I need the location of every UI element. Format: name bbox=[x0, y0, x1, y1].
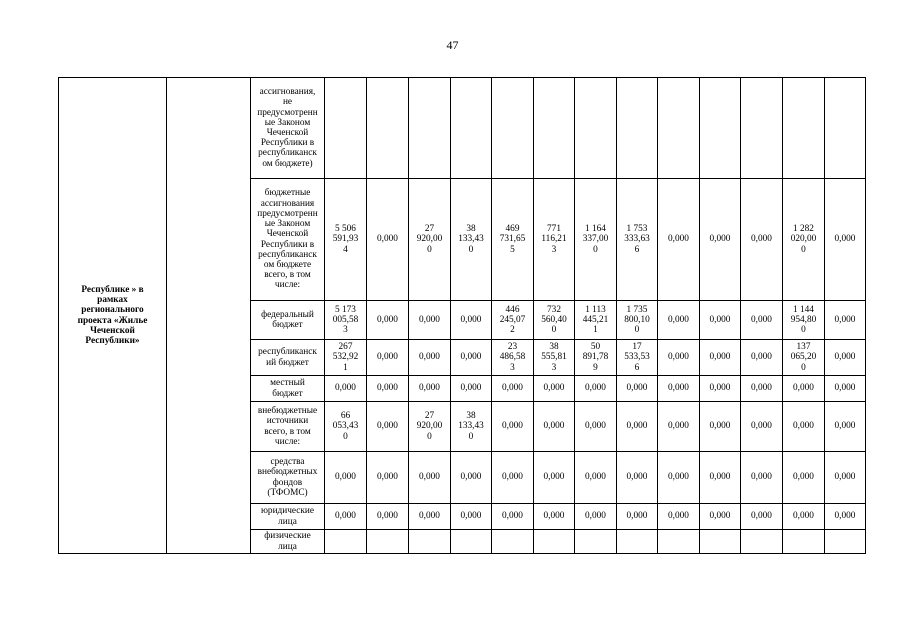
cell-line: 732 bbox=[547, 304, 561, 315]
cell-line: 5 506 bbox=[335, 224, 356, 235]
value-cell: 0,000 bbox=[451, 340, 492, 376]
value-cell: 0,000 bbox=[617, 402, 658, 452]
funding-source-cell bbox=[251, 504, 325, 530]
cell-line: бюджетные bbox=[264, 188, 311, 199]
value-cell: 0,000 bbox=[700, 504, 741, 530]
value-cell: 0,000 bbox=[658, 452, 700, 504]
value-cell: 0,000 bbox=[367, 179, 409, 301]
value-cell: 0,000 bbox=[367, 376, 409, 402]
value-cell bbox=[492, 530, 534, 554]
cell-line: 0 bbox=[427, 244, 432, 255]
value-cell bbox=[409, 530, 451, 554]
value-cell bbox=[492, 179, 534, 301]
funding-source-cell bbox=[251, 452, 325, 504]
cell-line: 0 bbox=[634, 325, 640, 336]
cell-line: 486,58 bbox=[499, 352, 526, 363]
value-cell bbox=[783, 530, 825, 554]
cell-line: ом бюджете) bbox=[262, 158, 313, 169]
value-cell bbox=[451, 530, 492, 554]
value-cell bbox=[700, 530, 741, 554]
value-cell bbox=[325, 402, 367, 452]
value-cell: 0,000 bbox=[492, 452, 534, 504]
value-cell: 0,000 bbox=[825, 402, 866, 452]
value-cell bbox=[783, 179, 825, 301]
value-cell: 0,000 bbox=[658, 376, 700, 402]
page-number: 47 bbox=[446, 38, 459, 52]
value-cell bbox=[409, 179, 451, 301]
cell-line: 6 bbox=[634, 244, 640, 255]
value-cell bbox=[575, 301, 617, 340]
cell-line: 116,21 bbox=[541, 234, 567, 245]
cell-line: 23 bbox=[507, 342, 518, 353]
value-cell bbox=[575, 530, 617, 554]
value-cell bbox=[700, 78, 741, 179]
cell-line: 50 bbox=[590, 342, 601, 353]
cell-line: Республики в bbox=[260, 138, 315, 149]
cell-line: 3 bbox=[343, 325, 348, 336]
value-cell: 0,000 bbox=[367, 452, 409, 504]
cell-line: 1 bbox=[343, 362, 348, 373]
cell-line: 5 bbox=[510, 244, 515, 255]
value-cell: 0,000 bbox=[409, 504, 451, 530]
cell-line: не bbox=[282, 97, 293, 108]
value-cell: 0,000 bbox=[451, 504, 492, 530]
cell-line: 0 bbox=[427, 431, 432, 442]
cell-line: 771 bbox=[547, 224, 561, 235]
cell-line: бюджет bbox=[272, 320, 303, 330]
funding-source-cell bbox=[251, 179, 325, 301]
value-cell bbox=[741, 78, 783, 179]
cell-line: 3 bbox=[551, 244, 557, 255]
cell-line: 17 bbox=[632, 342, 642, 353]
value-cell bbox=[617, 530, 658, 554]
cell-line: Республики» bbox=[85, 335, 140, 346]
value-cell bbox=[492, 301, 534, 340]
cell-line: 337,00 bbox=[582, 234, 609, 245]
value-cell bbox=[617, 340, 658, 376]
cell-line: 469 bbox=[505, 224, 520, 235]
cell-line: 1 bbox=[593, 325, 598, 336]
value-cell bbox=[783, 340, 825, 376]
cell-line: всего, в том bbox=[264, 426, 311, 437]
cell-line: Республике » в bbox=[81, 284, 144, 295]
value-cell bbox=[367, 530, 409, 554]
cell-line: 3 bbox=[510, 362, 515, 373]
cell-line: фондов bbox=[272, 477, 303, 488]
cell-line: всего, в том bbox=[264, 270, 311, 281]
cell-line: федеральный bbox=[261, 309, 314, 320]
value-cell: 0,000 bbox=[825, 452, 866, 504]
cell-line: 954,80 bbox=[790, 314, 817, 325]
value-cell: 0,000 bbox=[741, 504, 783, 530]
cell-line: 800,10 bbox=[624, 314, 650, 325]
cell-line: республиканск bbox=[258, 249, 317, 260]
project-name-cell bbox=[59, 78, 167, 554]
value-cell: 0,000 bbox=[658, 301, 700, 340]
cell-line: 1 144 bbox=[793, 304, 814, 315]
cell-line: 891,78 bbox=[582, 352, 609, 363]
value-cell bbox=[617, 78, 658, 179]
cell-line: 0 bbox=[551, 325, 557, 336]
cell-line: внебюджетные bbox=[257, 406, 318, 417]
cell-line: местный bbox=[270, 378, 305, 389]
value-cell bbox=[575, 78, 617, 179]
value-cell: 0,000 bbox=[325, 376, 367, 402]
cell-line: внебюджетных bbox=[257, 467, 318, 478]
value-cell bbox=[783, 78, 825, 179]
value-cell bbox=[617, 179, 658, 301]
cell-line: 267 bbox=[338, 342, 353, 353]
value-cell bbox=[658, 530, 700, 554]
value-cell bbox=[451, 402, 492, 452]
cell-line: 1 282 bbox=[793, 224, 814, 235]
cell-line: 9 bbox=[593, 362, 598, 373]
value-cell: 0,000 bbox=[409, 376, 451, 402]
cell-line: 137 bbox=[796, 342, 811, 353]
cell-line: Чеченской bbox=[266, 128, 309, 138]
value-cell bbox=[451, 179, 492, 301]
value-cell: 0,000 bbox=[700, 179, 741, 301]
value-cell: 0,000 bbox=[825, 376, 866, 402]
value-cell: 0,000 bbox=[658, 402, 700, 452]
cell-line: республиканск bbox=[258, 347, 317, 358]
cell-line: 731,65 bbox=[499, 234, 526, 245]
value-cell: 0,000 bbox=[700, 452, 741, 504]
cell-line: 0 bbox=[468, 431, 474, 442]
value-cell: 0,000 bbox=[741, 402, 783, 452]
cell-line: ые Законом bbox=[264, 219, 311, 230]
cell-line: 38 bbox=[466, 411, 476, 422]
value-cell bbox=[575, 340, 617, 376]
funding-source-cell bbox=[251, 376, 325, 402]
value-cell: 0,000 bbox=[700, 376, 741, 402]
value-cell: 0,000 bbox=[325, 452, 367, 504]
value-cell bbox=[534, 78, 575, 179]
value-cell: 0,000 bbox=[825, 504, 866, 530]
cell-line: 445,21 bbox=[582, 314, 609, 325]
cell-line: проекта «Жилье bbox=[77, 315, 148, 326]
cell-line: средства bbox=[270, 457, 305, 468]
cell-line: 020,00 bbox=[790, 234, 817, 245]
value-cell bbox=[783, 301, 825, 340]
value-cell bbox=[492, 78, 534, 179]
value-cell bbox=[409, 402, 451, 452]
value-cell: 0,000 bbox=[741, 452, 783, 504]
cell-line: 1 164 bbox=[585, 224, 606, 235]
value-cell: 0,000 bbox=[409, 301, 451, 340]
value-cell: 0,000 bbox=[741, 340, 783, 376]
value-cell bbox=[534, 530, 575, 554]
cell-line: рамках bbox=[97, 295, 128, 306]
cell-line: республиканск bbox=[258, 148, 317, 159]
cell-line: 5 173 bbox=[335, 304, 356, 315]
cell-line: 005,58 bbox=[332, 314, 359, 325]
cell-line: 532,92 bbox=[332, 352, 359, 363]
cell-line: 333,63 bbox=[624, 234, 650, 245]
value-cell bbox=[617, 301, 658, 340]
value-cell bbox=[658, 78, 700, 179]
cell-line: физические bbox=[264, 531, 311, 542]
value-cell bbox=[325, 179, 367, 301]
funding-source-cell bbox=[251, 340, 325, 376]
value-cell bbox=[325, 78, 367, 179]
funding-source-cell bbox=[251, 402, 325, 452]
cell-line: 920,00 bbox=[416, 421, 443, 432]
value-cell: 0,000 bbox=[575, 452, 617, 504]
cell-line: числе: bbox=[274, 436, 301, 447]
cell-line: 3 bbox=[551, 362, 557, 373]
cell-line: 1 735 bbox=[626, 304, 648, 315]
value-cell: 0,000 bbox=[658, 179, 700, 301]
value-cell: 0,000 bbox=[741, 376, 783, 402]
value-cell bbox=[325, 530, 367, 554]
cell-line: 38 bbox=[549, 342, 559, 353]
funding-source-cell bbox=[251, 301, 325, 340]
cell-line: регионального bbox=[81, 305, 144, 316]
value-cell: 0,000 bbox=[492, 402, 534, 452]
value-cell: 0,000 bbox=[575, 376, 617, 402]
value-cell bbox=[325, 340, 367, 376]
value-cell: 0,000 bbox=[783, 504, 825, 530]
value-cell: 0,000 bbox=[658, 504, 700, 530]
cell-line: 560,40 bbox=[541, 314, 567, 325]
cell-line: 66 bbox=[340, 411, 351, 422]
cell-line: ые Законом bbox=[264, 117, 311, 128]
cell-line: Республики в bbox=[260, 239, 315, 250]
cell-line: 065,20 bbox=[790, 352, 817, 363]
value-cell bbox=[534, 179, 575, 301]
value-cell: 0,000 bbox=[367, 402, 409, 452]
cell-line: 0 bbox=[343, 431, 348, 442]
value-cell bbox=[325, 301, 367, 340]
cell-line: бюджет bbox=[272, 388, 303, 399]
cell-line: предусмотренн bbox=[257, 107, 318, 118]
cell-line: 38 bbox=[466, 224, 476, 235]
cell-line: источники bbox=[266, 416, 309, 427]
cell-line: 053,43 bbox=[332, 421, 359, 432]
value-cell: 0,000 bbox=[658, 340, 700, 376]
value-cell: 0,000 bbox=[700, 340, 741, 376]
value-cell bbox=[492, 340, 534, 376]
cell-line: 1 753 bbox=[626, 224, 648, 235]
value-cell bbox=[534, 340, 575, 376]
cell-line: 27 bbox=[424, 224, 435, 235]
funding-source-cell bbox=[251, 530, 325, 554]
value-cell: 0,000 bbox=[492, 504, 534, 530]
cell-line: (ТФОМС) bbox=[267, 487, 308, 498]
value-cell: 0,000 bbox=[367, 504, 409, 530]
value-cell: 0,000 bbox=[534, 452, 575, 504]
value-cell: 0,000 bbox=[700, 301, 741, 340]
cell-line: 0 bbox=[468, 244, 474, 255]
cell-line: 0 bbox=[801, 244, 806, 255]
value-cell bbox=[575, 179, 617, 301]
cell-line: 133,43 bbox=[458, 234, 484, 245]
value-cell bbox=[367, 78, 409, 179]
value-cell: 0,000 bbox=[741, 301, 783, 340]
cell-line: 6 bbox=[634, 362, 640, 373]
budget-table bbox=[58, 77, 866, 554]
cell-line: 920,00 bbox=[416, 234, 443, 245]
value-cell: 0,000 bbox=[783, 452, 825, 504]
value-cell: 0,000 bbox=[409, 340, 451, 376]
cell-line: Чеченской bbox=[266, 229, 309, 240]
cell-line: 0 bbox=[801, 325, 806, 336]
value-cell: 0,000 bbox=[617, 504, 658, 530]
value-cell: 0,000 bbox=[492, 376, 534, 402]
value-cell: 0,000 bbox=[367, 301, 409, 340]
cell-line: ом бюджете bbox=[263, 259, 312, 270]
value-cell: 0,000 bbox=[700, 402, 741, 452]
value-cell: 0,000 bbox=[617, 376, 658, 402]
cell-line: 133,43 bbox=[458, 421, 484, 432]
value-cell: 0,000 bbox=[825, 179, 866, 301]
value-cell: 0,000 bbox=[575, 402, 617, 452]
cell-line: ассигнования bbox=[260, 198, 315, 209]
value-cell: 0,000 bbox=[741, 179, 783, 301]
cell-line: Чеченской bbox=[90, 325, 135, 336]
cell-line: 245,07 bbox=[499, 314, 526, 325]
cell-line: 555,81 bbox=[541, 352, 567, 363]
cell-line: лица bbox=[278, 541, 297, 552]
cell-line: 27 bbox=[424, 411, 435, 422]
value-cell: 0,000 bbox=[534, 402, 575, 452]
cell-line: предусмотренн bbox=[257, 208, 318, 219]
value-cell: 0,000 bbox=[451, 301, 492, 340]
value-cell: 0,000 bbox=[451, 452, 492, 504]
value-cell: 0,000 bbox=[617, 452, 658, 504]
value-cell bbox=[741, 530, 783, 554]
value-cell bbox=[534, 301, 575, 340]
value-cell: 0,000 bbox=[783, 402, 825, 452]
value-cell bbox=[825, 530, 866, 554]
cell-line: 1 113 bbox=[585, 304, 606, 315]
cell-line: ассигнования, bbox=[259, 87, 316, 98]
value-cell: 0,000 bbox=[409, 452, 451, 504]
value-cell: 0,000 bbox=[534, 504, 575, 530]
value-cell bbox=[451, 78, 492, 179]
cell-line: юридические bbox=[260, 506, 315, 517]
cell-line: 4 bbox=[343, 244, 348, 255]
cell-line: 533,53 bbox=[624, 352, 650, 363]
value-cell: 0,000 bbox=[451, 376, 492, 402]
table-row bbox=[59, 78, 866, 179]
cell-line: 591,93 bbox=[332, 234, 359, 245]
cell-line: ий бюджет bbox=[266, 357, 309, 368]
value-cell: 0,000 bbox=[783, 376, 825, 402]
funding-source-cell bbox=[251, 78, 325, 179]
value-cell bbox=[409, 78, 451, 179]
value-cell: 0,000 bbox=[367, 340, 409, 376]
empty-column-cell bbox=[167, 78, 251, 554]
cell-line: числе: bbox=[274, 280, 301, 291]
value-cell bbox=[825, 78, 866, 179]
cell-line: 0 bbox=[801, 362, 806, 373]
value-cell: 0,000 bbox=[534, 376, 575, 402]
value-cell: 0,000 bbox=[575, 504, 617, 530]
cell-line: 446 bbox=[505, 304, 520, 315]
cell-line: лица bbox=[278, 516, 297, 527]
value-cell: 0,000 bbox=[825, 301, 866, 340]
cell-line: 2 bbox=[510, 325, 515, 336]
value-cell: 0,000 bbox=[325, 504, 367, 530]
cell-line: 0 bbox=[593, 244, 598, 255]
value-cell: 0,000 bbox=[825, 340, 866, 376]
